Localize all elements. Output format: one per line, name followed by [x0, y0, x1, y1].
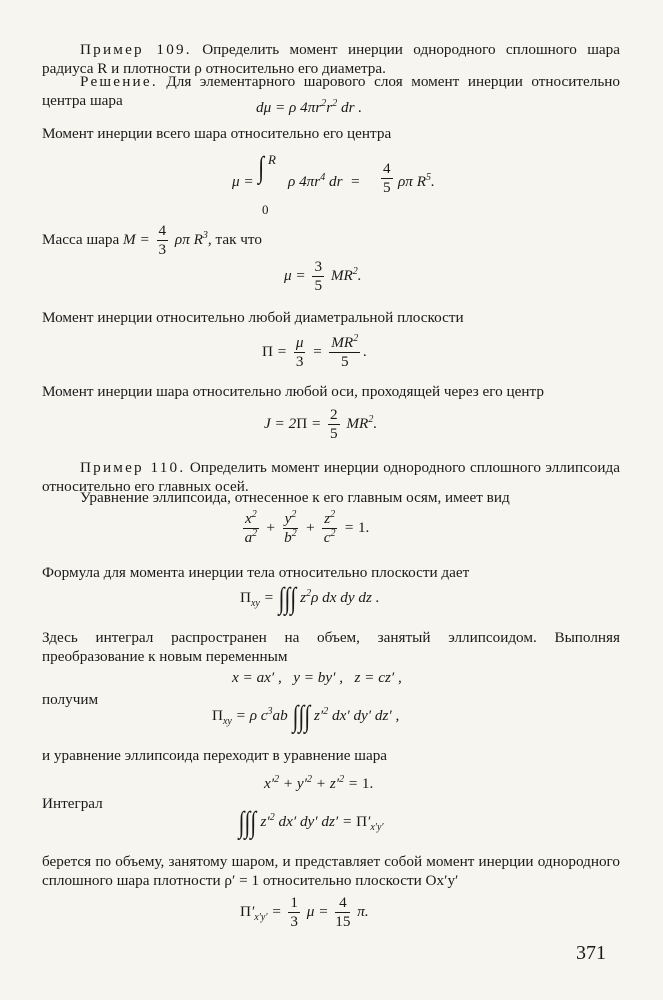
- plane-text: Момент инерции относительно любой диаметральной плоскости: [42, 309, 464, 326]
- formula-substitution: x = ax′ , y = by′ , z = cz′ ,: [232, 669, 402, 686]
- mass-line: Масса шара M = $\frac{4}{3}$ ρπ $R^3$, так что: [42, 222, 262, 258]
- obtain-text: получим: [42, 691, 99, 708]
- formula-pixy: $\Pi_{xy}$ = ∫∫∫ $z^2\rho$ dx dy dz .: [240, 582, 380, 616]
- taken-text: берется по объему, занятому шаром, и представляет собой момент инерции однородного сплошного шара плотности ρ′ = 1 относительно плоскости Ox′y′: [42, 853, 620, 889]
- mass-text: Масса шара: [42, 230, 120, 248]
- becomes-text: и уравнение эллипсоида переходит в уравнение шара: [42, 747, 388, 764]
- solution-label: Решение.: [80, 73, 158, 90]
- formula-mu-mr2: μ = $\frac{3}{5}$ $MR^2$.: [284, 258, 362, 294]
- formula-text: Формула для момента инерции тела относительно плоскости дает: [42, 564, 470, 581]
- example-109-label: Пример 109.: [80, 41, 192, 58]
- formula-mu-integral: R 0 μ = ∫ ρ $4\pi r^4$ dr = $\frac{4}{5}$ ρπ $R^5$.: [232, 151, 435, 217]
- axis-text: Момент инерции шара относительно любой оси, проходящей через его центр: [42, 383, 544, 400]
- formula-sphere: $x'^2 + y'^2 + z'^2 = 1$.: [264, 774, 374, 792]
- solution-text: Для элементарного шарового слоя момент инерции относительно центра шара: [42, 73, 620, 109]
- formula-pi: Π = $\frac{\mu}{3}$ = $\frac{MR^2}{5}$ .: [262, 333, 368, 370]
- formula-dmu: dμ = ρ $4\pi r^2r^2$ dr .: [256, 98, 363, 116]
- formula-integral-ball: ∫∫∫ $z'^2$ dx′ dy′ $dz' = \Pi'_{x'y'}$: [238, 806, 384, 840]
- whole-ball-text: Момент инерции всего шара относительно его центра: [42, 125, 392, 142]
- page-number: 371: [576, 942, 606, 964]
- integral-spread-text: Здесь интеграл распространен на объем, занятый эллипсоидом. Выполняя преобразование к новым переменным: [42, 629, 620, 665]
- formula-pixy-transformed: $\Pi_{xy} = \rho$ $c^3ab$ ∫∫∫ $z'^2$ dx′ dy′ dz′ ,: [212, 700, 400, 734]
- formula-final: $\Pi'_{x'y'}$ = $\frac{1}{3}$ μ = $\frac{4}{15}$ π.: [240, 894, 369, 930]
- example-110-text: Определить момент инерции однородного сплошного эллипсоида относительно его главных осей.: [42, 459, 620, 495]
- integral-text: Интеграл: [42, 795, 103, 812]
- formula-j: J = 2Π = $\frac{2}{5}$ $MR^2$.: [264, 406, 378, 442]
- example-110-label: Пример 110.: [80, 459, 186, 476]
- so-that-text: , так что: [207, 230, 262, 248]
- formula-ellipsoid: $\frac{x^2}{a^2}$ + $\frac{y^2}{b^2}$ + $\frac{z^2}{c^2}$ = 1.: [244, 509, 370, 546]
- example-109-text: Определить момент инерции однородного сплошного шара радиуса R и плотности ρ относительно его диаметра.: [42, 41, 620, 77]
- ellipsoid-eq-text: Уравнение эллипсоида, отнесенное к его главным осям, имеет вид: [80, 489, 510, 506]
